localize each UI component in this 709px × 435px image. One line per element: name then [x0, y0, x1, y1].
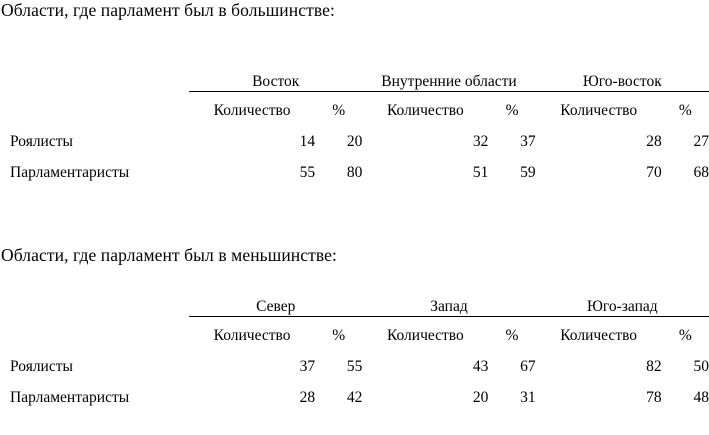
table-majority-sub-header-row	[0, 92, 709, 121]
table-majority-sub-pct-inner: %	[505, 102, 519, 119]
table-majority-sub-pct-east: %	[332, 102, 346, 119]
table-majority-row1-count-east: 55	[299, 164, 316, 181]
table-minority-row0-pct-west: 67	[520, 358, 536, 375]
table-majority-row1-count-southeast: 70	[646, 164, 662, 181]
table-majority-row1-pct-southeast: 68	[693, 164, 709, 181]
table-minority-row1-count-north: 28	[299, 389, 316, 406]
table-minority-sub-pct-southwest: %	[678, 327, 692, 344]
table-minority-row1-count-southwest: 78	[646, 389, 662, 406]
table-majority-sub-count-east: Количество	[213, 102, 291, 119]
section-minority	[0, 245, 709, 407]
table-minority-sub-count-north: Количество	[213, 327, 291, 344]
table-row	[0, 120, 709, 151]
table-minority-row0-count-north: 37	[299, 358, 316, 375]
table-minority-group-southwest: Юго-запад	[536, 287, 709, 317]
table-minority-row1-count-west: 20	[472, 389, 489, 406]
table-row	[0, 376, 709, 407]
table-majority-group-header-row	[0, 42, 709, 92]
table-majority-row0-pct-east: 20	[346, 133, 363, 150]
table-majority-row0-pct-inner: 37	[520, 133, 536, 150]
table-majority-group-east: Восток	[189, 42, 362, 92]
section-title-minority: Области, где парламент был в меньшинстве:	[1, 245, 337, 265]
table-minority-row1-pct-southwest: 48	[693, 389, 709, 406]
table-majority-sub-blank	[0, 92, 189, 121]
table-minority-row0-pct-north: 55	[346, 358, 363, 375]
table-minority-sub-blank	[0, 317, 189, 346]
table-row	[0, 151, 709, 182]
table-minority-sub-count-southwest: Количество	[560, 327, 638, 344]
table-majority-row0-pct-southeast: 27	[693, 133, 709, 150]
table-majority-row0-count-east: 14	[299, 133, 316, 150]
table-majority-row1-pct-east: 80	[346, 164, 363, 181]
table-majority-group-inner: Внутренние области	[362, 42, 535, 92]
table-minority-group-west: Запад	[362, 287, 535, 317]
table-minority-group-header-row	[0, 287, 709, 317]
table-majority-group-southeast: Юго-восток	[536, 42, 709, 92]
section-majority	[0, 0, 709, 182]
table-minority-row0-pct-southwest: 50	[693, 358, 709, 375]
table-minority-sub-pct-west: %	[505, 327, 519, 344]
table-minority-row0-count-west: 43	[472, 358, 489, 375]
table-majority-sub-count-southeast: Количество	[560, 102, 638, 119]
table-majority-row0-count-southeast: 28	[646, 133, 662, 150]
table-majority-row1-label: Парламентаристы	[10, 164, 130, 181]
table-majority-sub-count-inner: Количество	[386, 102, 464, 119]
table-majority-row0-count-inner: 32	[472, 133, 489, 150]
table-minority-sub-count-west: Количество	[386, 327, 464, 344]
table-row	[0, 345, 709, 376]
table-minority-row0-label: Роялисты	[10, 358, 73, 375]
table-minority	[0, 287, 709, 407]
table-minority-row0-count-southwest: 82	[646, 358, 662, 375]
table-majority-row0-label: Роялисты	[10, 133, 73, 150]
table-minority-sub-header-row	[0, 317, 709, 346]
table-majority	[0, 42, 709, 182]
table-majority-row1-pct-inner: 59	[520, 164, 536, 181]
table-minority-group-north: Север	[189, 287, 362, 317]
table-majority-row-header-blank	[0, 42, 189, 92]
table-minority-row1-pct-west: 31	[520, 389, 536, 406]
table-majority-row1-count-inner: 51	[472, 164, 489, 181]
table-minority-sub-pct-north: %	[332, 327, 346, 344]
section-title-majority: Области, где парламент был в большинстве:	[1, 0, 335, 20]
table-minority-row1-label: Парламентаристы	[10, 389, 130, 406]
table-majority-sub-pct-southeast: %	[678, 102, 692, 119]
table-minority-row-header-blank	[0, 287, 189, 317]
table-minority-row1-pct-north: 42	[346, 389, 363, 406]
